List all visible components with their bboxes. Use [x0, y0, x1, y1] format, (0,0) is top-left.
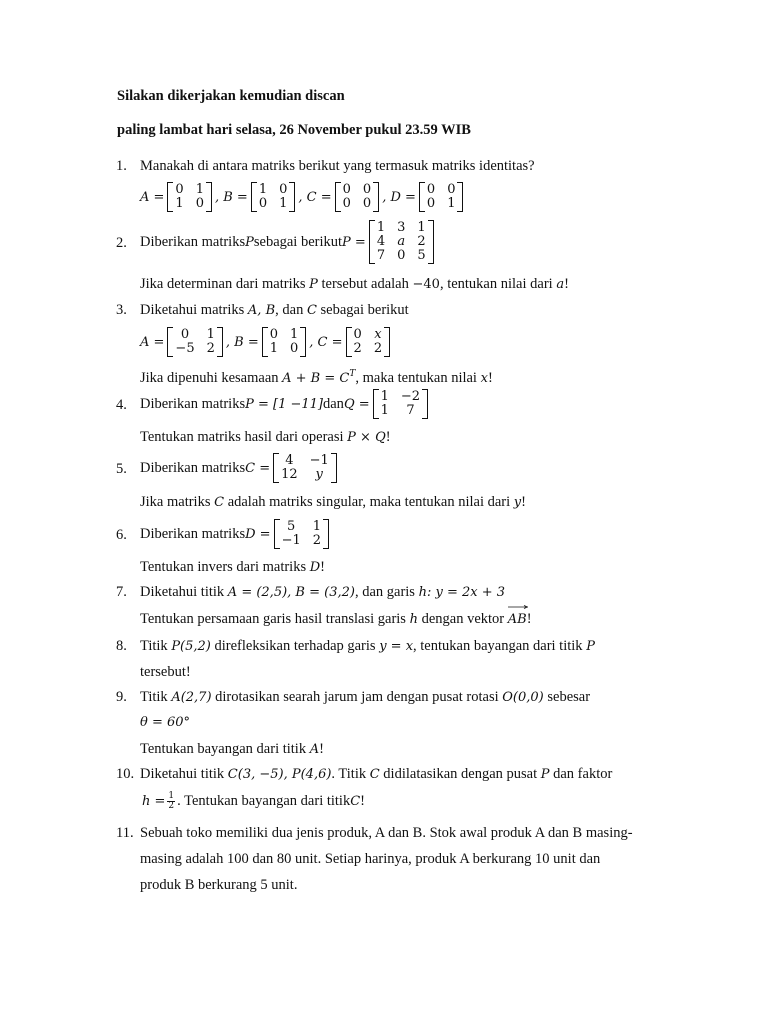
question-followup: Tentukan persamaan garis hasil translasi garis h dengan vektor AB !	[140, 609, 532, 630]
fraction: $\frac{1}{2}$	[168, 791, 175, 811]
paragraph-line: masing adalah 100 dan 80 unit. Setiap harinya, produk A berkurang 10 unit dan	[140, 851, 601, 867]
instruction-line-1: Silakan dikerjakan kemudian discan	[117, 88, 345, 104]
matrix-c: 0 x 2 2	[346, 327, 391, 357]
question-number: 4.	[116, 397, 127, 413]
matrix-p: 1 3 1 4 a 2 7 0 5	[369, 220, 434, 264]
question-number: 10.	[116, 766, 135, 782]
question-text: Diberikan matriks D = 5 1 −1 2	[140, 519, 332, 549]
question-text: Diketahui titik C(3, −5), P(4,6). Titik C didilatasikan dengan pusat P dan faktor	[140, 766, 613, 782]
matrix-a: 0 1 1 0	[167, 182, 212, 212]
question-text: Diberikan matriks C = 4 −1 12 y	[140, 453, 340, 483]
question-number: 3.	[116, 302, 127, 318]
question-followup: Tentukan invers dari matriks D!	[140, 559, 325, 575]
paragraph-line: produk B berkurang 5 unit.	[140, 877, 298, 893]
matrix-label: , B =	[214, 189, 248, 205]
matrix-label: , C =	[298, 189, 332, 205]
matrix-label: , D =	[382, 189, 416, 205]
question-followup: Tentukan bayangan dari titik A!	[140, 741, 324, 757]
question-number: 9.	[116, 689, 127, 705]
question-number: 2.	[116, 235, 127, 251]
question-number: 1.	[116, 158, 127, 174]
question-text-continued: tersebut!	[140, 664, 191, 680]
question-text: Titik P(5,2) direfleksikan terhadap garis y = x, tentukan bayangan dari titik P	[140, 638, 595, 654]
question-text: Diketahui matriks A, B, dan C sebagai berikut	[140, 302, 409, 318]
question-text: Diketahui titik A = (2,5), B = (3,2), dan garis h: y = 2x + 3	[140, 584, 505, 600]
matrix-row	[140, 182, 466, 212]
vector-ab: AB	[508, 609, 527, 630]
instruction-line-2: paling lambat hari selasa, 26 November pukul 23.59 WIB	[117, 122, 471, 138]
rotation-angle: θ = 60°	[140, 715, 191, 730]
vector-arrow-icon	[508, 605, 528, 609]
matrix-c: 4 −1 12 y	[273, 453, 337, 483]
question-number: 11.	[116, 825, 134, 841]
question-text: Diberikan matriks P = [1 −11] dan Q = 1 −2 1 7	[140, 389, 431, 419]
matrix-q: 1 −2 1 7	[373, 389, 428, 419]
question-text: Diberikan matriks P sebagai berikut P = 1 3 1 4 a 2 7 0 5	[140, 220, 437, 264]
question-followup: Jika dipenuhi kesamaan $A + B = C^T$, maka tentukan nilai x!	[140, 369, 493, 386]
question-number: 5.	[116, 461, 127, 477]
question-number: 6.	[116, 527, 127, 543]
matrix-a: 0 1 −5 2	[167, 327, 222, 357]
paragraph-line: Sebuah toko memiliki dua jenis produk, A dan B. Stok awal produk A dan B masing-	[140, 825, 633, 841]
question-number: 8.	[116, 638, 127, 654]
question-text: Titik A(2,7) dirotasikan searah jarum jam dengan pusat rotasi O(0,0) sebesar	[140, 689, 591, 705]
matrix-row: A = 0 1 −5 2 , B = 0 1 1 0 , C = 0 x 2 2	[140, 327, 393, 357]
matrix-b: 0 1 1 0	[262, 327, 307, 357]
question-number: 7.	[116, 584, 127, 600]
question-followup: Tentukan matriks hasil dari operasi P × Q!	[140, 429, 391, 445]
question-text: Manakah di antara matriks berikut yang termasuk matriks identitas?	[140, 158, 535, 174]
matrix-label: A =	[140, 189, 165, 205]
question-followup: Jika matriks C adalah matriks singular, maka tentukan nilai dari y!	[140, 494, 526, 510]
question-text-continued: h = $\frac{1}{2}$ . Tentukan bayangan dari titik C !	[142, 791, 366, 811]
matrix-d: 0 0 0 1	[419, 182, 464, 212]
matrix-b: 1 0 0 1	[251, 182, 296, 212]
matrix-c: 0 0 0 0	[335, 182, 380, 212]
matrix-d: 5 1 −1 2	[274, 519, 329, 549]
question-followup: Jika determinan dari matriks P tersebut adalah −40, tentukan nilai dari a!	[140, 276, 569, 292]
